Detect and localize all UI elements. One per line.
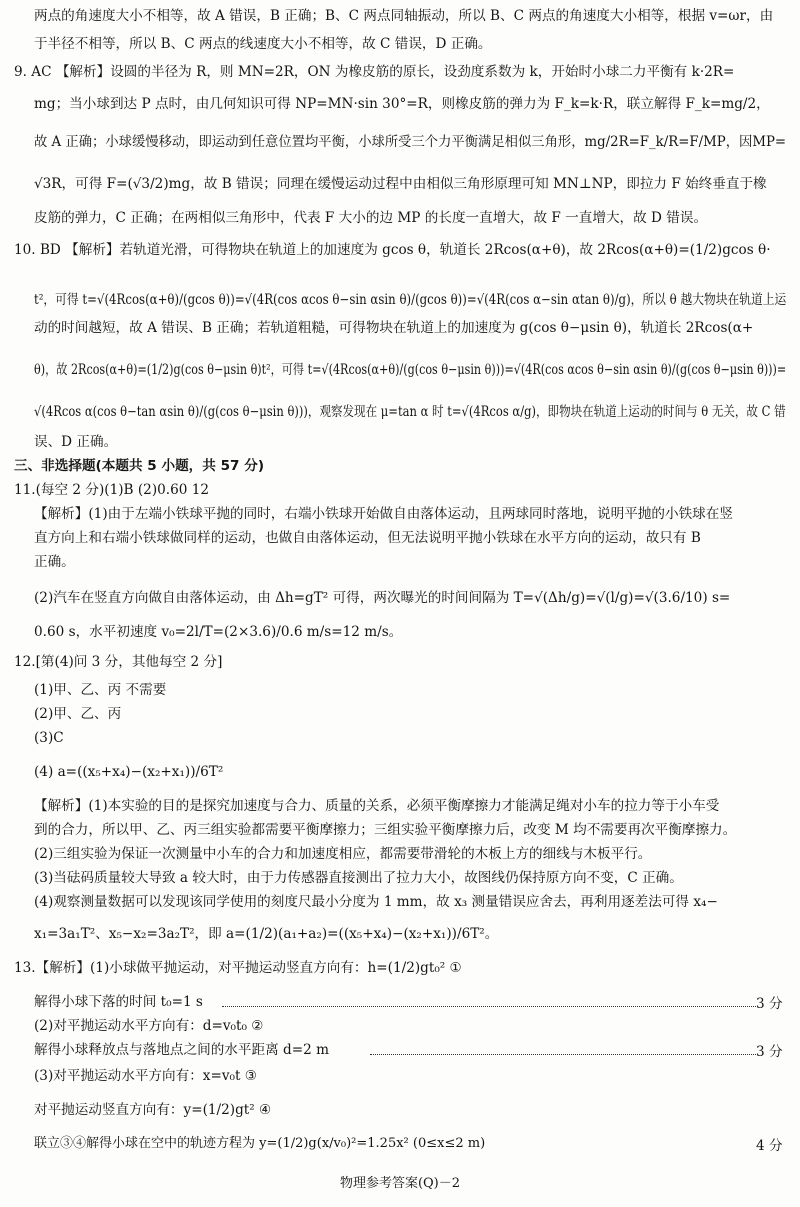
text-line: 皮筋的弹力，C 正确；在两相似三角形中，代表 F 大小的边 MP 的长度一直增大，故 F 一直增大，故 D 错误。: [34, 210, 708, 226]
text-line: θ)，故 2Rcos(α+θ)=(1/2)g(cos θ−μsin θ)t²，可得 t=√(4Rcos(α+θ)/(g(cos θ−μsin θ)))=√(4R(cos αcos θ−sin αsin θ)/(g(cos θ−μsin θ)))=: [34, 362, 787, 378]
text-line: (1)甲、乙、丙 不需要: [34, 682, 167, 698]
text-line: √(4Rcos α(cos θ−tan αsin θ)/(g(cos θ−μsin θ)))，观察发现在 μ=tan α 时 t=√(4Rcos α/g)，即物块在轨道上运动的时间与 θ 无关，故 C 错: [34, 404, 786, 420]
text-line: x₁=3a₁T²、x₅−x₂=3a₂T²，即 a=(1/2)(a₁+a₂)=((x₅+x₄)−(x₂+x₁))/6T²。: [34, 926, 499, 942]
text-line: (4)观察测量数据可以发现该同学使用的刻度尺最小分度为 1 mm，故 x₃ 测量错误应舍去，再利用逐差法可得 x₄−: [34, 894, 718, 910]
score-mark: 3 分: [756, 1044, 783, 1060]
text-line: 联立③④解得小球在空中的轨迹方程为 y=(1/2)g(x/v₀)²=1.25x² (0≤x≤2 m): [34, 1136, 486, 1151]
dot-leader: [222, 1006, 756, 1007]
page-footer: 物理参考答案(Q)－2: [339, 1176, 461, 1191]
score-mark: 3 分: [756, 996, 783, 1012]
text-line: (2)甲、乙、丙: [34, 706, 122, 722]
text-line: 两点的角速度大小不相等，故 A 错误，B 正确；B、C 两点同轴振动，所以 B、C 两点的角速度大小相等，根据 v=ωr，由: [34, 8, 774, 24]
text-line: 【解析】(1)由于左端小铁球平抛的同时，右端小铁球开始做自由落体运动，且两球同时落地，说明平抛的小铁球在竖: [34, 506, 733, 522]
text-line: mg；当小球到达 P 点时，由几何知识可得 NP=MN·sin 30°=R，则橡皮筋的弹力为 F_k=k·R，联立解得 F_k=mg/2，: [34, 96, 770, 112]
text-line: 动的时间越短，故 A 错误、B 正确；若轨道粗糙，可得物块在轨道上的加速度为 g(cos θ−μsin θ)，轨道长 2Rcos(α+: [34, 320, 754, 336]
text-line: 故 A 正确；小球缓慢移动，即运动到任意位置均平衡，小球所受三个力平衡满足相似三角形，mg/2R=F_k/R=F/MP，因MP=: [34, 134, 787, 150]
text-line: (3)C: [34, 730, 64, 746]
text-line: (3)对平抛运动水平方向有：x=v₀t ③: [34, 1068, 257, 1084]
text-line: √3R，可得 F=(√3/2)mg，故 B 错误；同理在缓慢运动过程中由相似三角形原理可知 MN⊥NP，即拉力 F 始终垂直于橡: [34, 176, 767, 192]
text-line: (2)对平抛运动水平方向有：d=v₀t₀ ②: [34, 1018, 264, 1034]
text-line: 【解析】(1)本实验的目的是探究加速度与合力、质量的关系，必须平衡摩擦力才能满足绳对小车的拉力等于小车受: [34, 798, 720, 814]
q9-header-line: 9. AC 【解析】设圆的半径为 R，则 MN=2R，ON 为橡皮筋的原长，设劲度系数为 k，开始时小球二力平衡有 k·2R=: [14, 64, 735, 80]
text-line: 到的合力，所以甲、乙、丙三组实验都需要平衡摩擦力；三组实验平衡摩擦力后，改变 M 均不需要再次平衡摩擦力。: [34, 822, 737, 838]
dot-leader: [370, 1054, 756, 1055]
score-mark: 4 分: [756, 1138, 783, 1154]
q10-header-line: 10. BD 【解析】若轨道光滑，可得物块在轨道上的加速度为 gcos θ，轨道长 2Rcos(α+θ)，故 2Rcos(α+θ)=(1/2)gcos θ·: [14, 242, 771, 258]
text-line: 直方向上和右端小铁球做同样的运动，也做自由落体运动，但无法说明平抛小铁球在水平方向的运动，故只有 B: [34, 530, 701, 546]
text-line: 0.60 s，水平初速度 v₀=2l/T=(2×3.6)/0.6 m/s=12 m/s。: [34, 624, 403, 640]
text-line: (2)三组实验为保证一次测量中小车的合力和加速度相应，都需要带滑轮的木板上方的细线与木板平行。: [34, 846, 652, 862]
text-line: 对平抛运动竖直方向有：y=(1/2)gt² ④: [34, 1102, 272, 1118]
text-line: 解得小球释放点与落地点之间的水平距离 d=2 m: [34, 1042, 329, 1058]
text-line: 解得小球下落的时间 t₀=1 s: [34, 994, 203, 1010]
text-line: t²，可得 t=√(4Rcos(α+θ)/(gcos θ))=√(4R(cos αcos θ−sin αsin θ)/(gcos θ))=√(4R(cos α−sin αtan θ)/g)，所以 θ 越大物块在轨道上运: [34, 292, 787, 308]
q13-header-line: 13.【解析】(1)小球做平抛运动，对平抛运动竖直方向有：h=(1/2)gt₀² ①: [14, 960, 462, 976]
formula-line: (4) a=((x₅+x₄)−(x₂+x₁))/6T²: [34, 764, 224, 780]
q12-header-line: 12.[第(4)问 3 分，其他每空 2 分]: [14, 654, 223, 670]
q11-header-line: 11.(每空 2 分)(1)B (2)0.60 12: [14, 482, 210, 498]
section-heading: 三、非选择题(本题共 5 小题，共 57 分): [14, 458, 265, 474]
text-line: 误、D 正确。: [34, 434, 118, 450]
text-line: 于半径不相等，所以 B、C 两点的线速度大小不相等，故 C 错误，D 正确。: [34, 36, 492, 52]
text-line: 正确。: [34, 554, 75, 570]
text-line: (2)汽车在竖直方向做自由落体运动，由 Δh=gT² 可得，两次曝光的时间间隔为 T=√(Δh/g)=√(l/g)=√(3.6/10) s=: [34, 590, 731, 606]
text-line: (3)当砝码质量较大导致 a 较大时，由于力传感器直接测出了拉力大小，故图线仍保持原方向不变，C 正确。: [34, 870, 683, 886]
